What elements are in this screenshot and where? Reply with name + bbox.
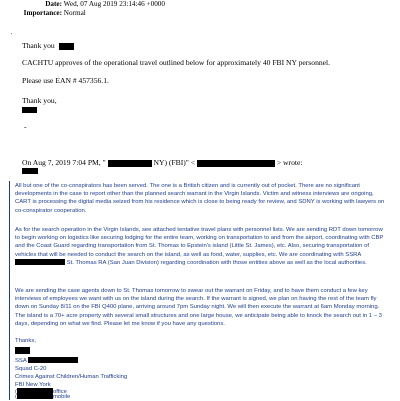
paragraph-text <box>15 226 387 267</box>
quoted-paragraph-3 <box>15 287 387 328</box>
redaction-block <box>59 43 74 50</box>
quoted-intro <box>22 158 302 167</box>
importance-value: Normal <box>63 9 86 17</box>
closing-text: Thank you, <box>22 96 57 105</box>
date-row <box>8 0 165 9</box>
ean-text: Please use EAN # 457356.1. <box>22 76 109 85</box>
quoted-message <box>9 181 392 400</box>
mobile-phone-label: mobile <box>52 394 71 400</box>
date-value: Wed, 07 Aug 2019 23:14:46 +0000 <box>63 0 165 8</box>
redaction-block <box>15 259 65 265</box>
redaction-block <box>28 357 78 363</box>
ssra-tail: St. <box>66 259 74 266</box>
signature-office: FBI New York <box>15 382 51 388</box>
approval-text: CACHTU approves of the operational travel outlined below for approximately 40 FBI NY personnel. <box>22 58 331 67</box>
redaction-block <box>197 160 275 167</box>
intro-start: On Aug 7, 2019 7:04 PM, " <box>22 158 106 167</box>
office-phone-label: office <box>52 389 67 395</box>
date-label: Date: <box>45 0 62 8</box>
separator-dash: - <box>24 122 27 131</box>
paragraph-text: All but one of the co-conspirators has been served. The one is a British citizen and is currently out of pocket. There are no significant developments in the case to report other than the planned search warrant in the Virgin Islands. Victim and witness interviews are ongoing, CART is processing the digital media seized from his residence which is close to being ready for review, and SDNY is working with lawyers on co-conspirator cooperation. <box>15 183 385 214</box>
redaction-block <box>22 168 38 174</box>
redaction-block <box>15 347 30 354</box>
redaction-block <box>17 393 53 399</box>
importance-row <box>8 9 86 18</box>
redaction-block <box>108 160 152 167</box>
paragraph-body: As for the search operation in the Virgin Islands, see attached tentative travel plans with personnel lists. We are sending RDT down tomorrow to begin working on logistics like securing lodging for the entire team, working on transportation to and from the airport, coordinating with CBP and the Coast Guard regarding transportation from St. Thomas to Epstein's island (Little St. James), etc. Also, securing transportation of vehicles that will be needed to conduct the search on the island, as well as food, water, supplies, etc. We are coordinating with SSRA <box>15 227 384 258</box>
redaction-block <box>22 107 37 113</box>
quoted-paragraph-2 <box>15 226 387 267</box>
greeting-text: Thank you <box>22 41 55 50</box>
paragraph-text: We are sending the case agents down to St. Thomas tomorrow to swear out the warrant on Friday, and to have them conduct a few key interviews of employees we want with us on the island during the search. If the warrant is signed, we plan on having the rest of the team fly down on Sunday 8/11 on the FBI Q400 plane, arriving around 7pm Sunday night. We will then execute the warrant at 6am Monday morning. The island is a 70+ acre property with several small structures and one large house, we anticipate being able to knock the search out in 1 – 3 days, depending on what we find. Please let me know if you have any questions. <box>15 288 382 327</box>
paragraph-continued: Thomas RA (San Juan Division) regarding coordination with those entities above as well as the local authorities. <box>75 259 367 266</box>
intro-end: > wrote: <box>276 158 303 167</box>
signature-thanks: Thanks, <box>15 338 36 344</box>
signature-squad: Squad C-20 <box>15 366 47 372</box>
importance-label: Importance: <box>23 9 62 17</box>
bullet-mark: ' <box>11 33 13 39</box>
greeting-line <box>22 41 74 50</box>
signature-title-text: SSA <box>15 358 27 364</box>
intro-mid: NY) (FBI)" < <box>153 158 196 167</box>
quoted-paragraph-1 <box>15 182 387 215</box>
signature-title <box>15 357 78 365</box>
signature-unit: Crimes Against Children/Human Trafficking <box>15 374 128 380</box>
